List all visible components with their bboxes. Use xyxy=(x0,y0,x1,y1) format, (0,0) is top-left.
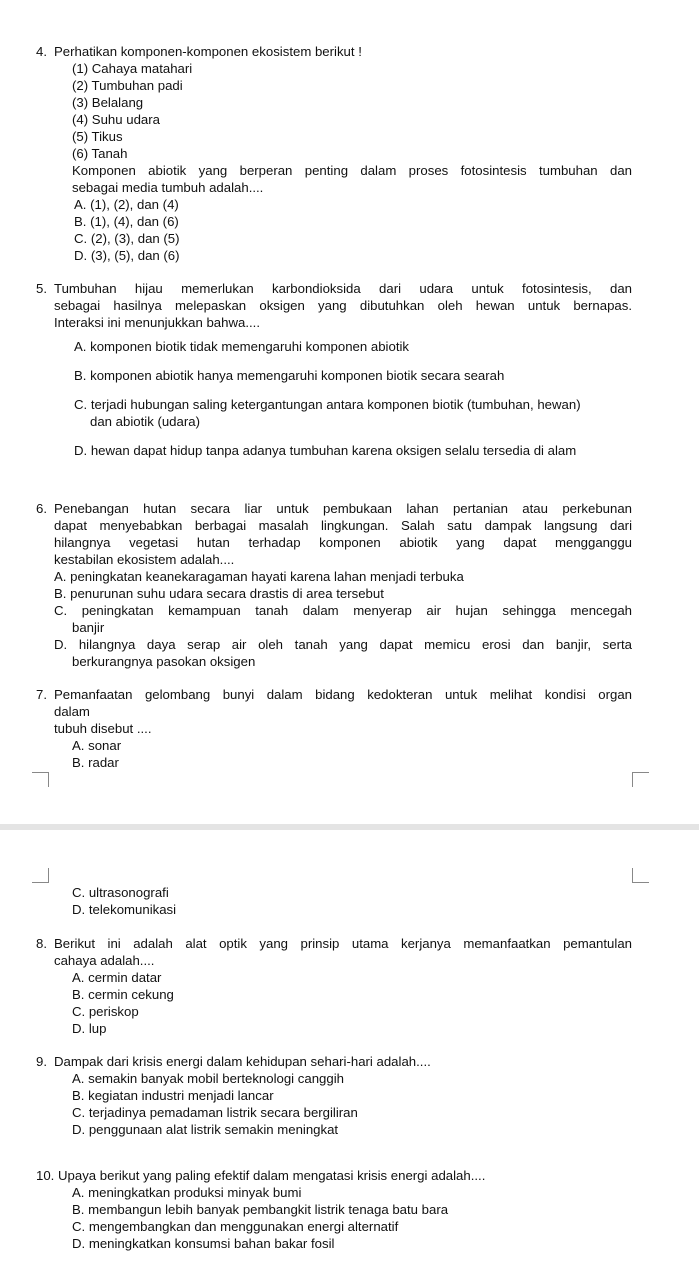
q6-stem-line-1: Penebangan hutan secara liar untuk pembukaan lahan pertanian atau perkebunan xyxy=(54,501,632,516)
q4-number: 4. xyxy=(36,44,47,59)
q6-option-d: D. hilangnya daya serap air oleh tanah yang dapat memicu erosi dan banjir, serta xyxy=(54,637,632,652)
q10-option-d: D. meningkatkan konsumsi bahan bakar fosil xyxy=(72,1236,335,1251)
q5-option-b: B. komponen abiotik hanya memengaruhi komponen biotik secara searah xyxy=(74,368,505,383)
q4-item-4: (4) Suhu udara xyxy=(72,112,160,127)
q4-option-b: B. (1), (4), dan (6) xyxy=(74,214,179,229)
q6-stem-line-3: hilangnya vegetasi hutan terhadap komponen abiotik yang dapat mengganggu xyxy=(54,535,632,550)
q6-stem-line-2: dapat menyebabkan berbagai masalah lingkungan. Salah satu dampak langsung dari xyxy=(54,518,632,533)
q7-number: 7. xyxy=(36,687,47,702)
q4-item-2: (2) Tumbuhan padi xyxy=(72,78,183,93)
q9-option-d: D. penggunaan alat listrik semakin meningkat xyxy=(72,1122,339,1137)
q7-option-d: D. telekomunikasi xyxy=(72,902,177,917)
q5-option-d: D. hewan dapat hidup tanpa adanya tumbuhan karena oksigen selalu tersedia di alam xyxy=(74,443,577,458)
q5-number: 5. xyxy=(36,281,47,296)
q10-number: 10. xyxy=(36,1168,55,1183)
q8-option-d: D. lup xyxy=(72,1021,107,1036)
q6-stem-line-4: kestabilan ekosistem adalah.... xyxy=(54,552,235,567)
q8-stem-line-1: Berikut ini adalah alat optik yang prinsip utama kerjanya memanfaatkan pemantulan xyxy=(54,936,632,951)
q6-option-c: C. peningkatan kemampuan tanah dalam menyerap air hujan sehingga mencegah xyxy=(54,603,632,618)
q4-item-5: (5) Tikus xyxy=(72,129,123,144)
q6-option-d-cont: berkurangnya pasokan oksigen xyxy=(72,654,256,669)
q4-item-6: (6) Tanah xyxy=(72,146,128,161)
q5-stem-line-3: Interaksi ini menunjukkan bahwa.... xyxy=(54,315,260,330)
q10-option-c: C. mengembangkan dan menggunakan energi alternatif xyxy=(72,1219,399,1234)
q9-option-c: C. terjadinya pemadaman listrik secara bergiliran xyxy=(72,1105,358,1120)
q6-option-a: A. peningkatan keanekaragaman hayati karena lahan menjadi terbuka xyxy=(54,569,464,584)
q9-option-a: A. semakin banyak mobil berteknologi canggih xyxy=(72,1071,344,1086)
crop-mark-bottom-right xyxy=(632,868,649,883)
q6-option-b: B. penurunan suhu udara secara drastis di area tersebut xyxy=(54,586,384,601)
q7-option-b: B. radar xyxy=(72,755,119,770)
q4-option-d: D. (3), (5), dan (6) xyxy=(74,248,180,263)
q5-option-c: C. terjadi hubungan saling ketergantungan antara komponen biotik (tumbuhan, hewan) xyxy=(74,397,581,412)
q6-number: 6. xyxy=(36,501,47,516)
q6-option-c-cont: banjir xyxy=(72,620,105,635)
q8-option-c: C. periskop xyxy=(72,1004,139,1019)
q4-item-3: (3) Belalang xyxy=(72,95,144,110)
q10-stem: Upaya berikut yang paling efektif dalam mengatasi krisis energi adalah.... xyxy=(58,1168,486,1183)
q5-option-c-cont: dan abiotik (udara) xyxy=(90,414,200,429)
page-break-divider xyxy=(0,824,699,830)
crop-mark-bottom-left xyxy=(32,868,49,883)
q5-option-a: A. komponen biotik tidak memengaruhi komponen abiotik xyxy=(74,339,410,354)
q7-option-a: A. sonar xyxy=(72,738,122,753)
q10-option-b: B. membangun lebih banyak pembangkit listrik tenaga batu bara xyxy=(72,1202,449,1217)
q5-stem-line-2: sebagai hasilnya melepaskan oksigen yang dibutuhkan oleh hewan untuk bernapas. xyxy=(54,298,632,313)
q4-item-1: (1) Cahaya matahari xyxy=(72,61,193,76)
q4-question-line-1: Komponen abiotik yang berperan penting dalam proses fotosintesis tumbuhan dan xyxy=(72,163,632,178)
q7-stem-line-2: dalam xyxy=(54,704,90,719)
q4-option-c: C. (2), (3), dan (5) xyxy=(74,231,180,246)
q10-option-a: A. meningkatkan produksi minyak bumi xyxy=(72,1185,302,1200)
q4-stem: Perhatikan komponen-komponen ekosistem berikut ! xyxy=(54,44,362,59)
q8-stem-line-2: cahaya adalah.... xyxy=(54,953,155,968)
q5-stem-line-1: Tumbuhan hijau memerlukan karbondioksida dari udara untuk fotosintesis, dan xyxy=(54,281,632,296)
q9-number: 9. xyxy=(36,1054,47,1069)
q7-option-c: C. ultrasonografi xyxy=(72,885,169,900)
q8-number: 8. xyxy=(36,936,47,951)
q9-stem: Dampak dari krisis energi dalam kehidupan sehari-hari adalah.... xyxy=(54,1054,431,1069)
q9-option-b: B. kegiatan industri menjadi lancar xyxy=(72,1088,274,1103)
q8-option-b: B. cermin cekung xyxy=(72,987,174,1002)
q4-option-a: A. (1), (2), dan (4) xyxy=(74,197,179,212)
q7-stem-line-1: Pemanfaatan gelombang bunyi dalam bidang kedokteran untuk melihat kondisi organ xyxy=(54,687,632,702)
q8-option-a: A. cermin datar xyxy=(72,970,162,985)
q7-stem-line-3: tubuh disebut .... xyxy=(54,721,152,736)
crop-mark-top-right xyxy=(632,772,649,787)
crop-mark-top-left xyxy=(32,772,49,787)
q4-question-line-2: sebagai media tumbuh adalah.... xyxy=(72,180,264,195)
